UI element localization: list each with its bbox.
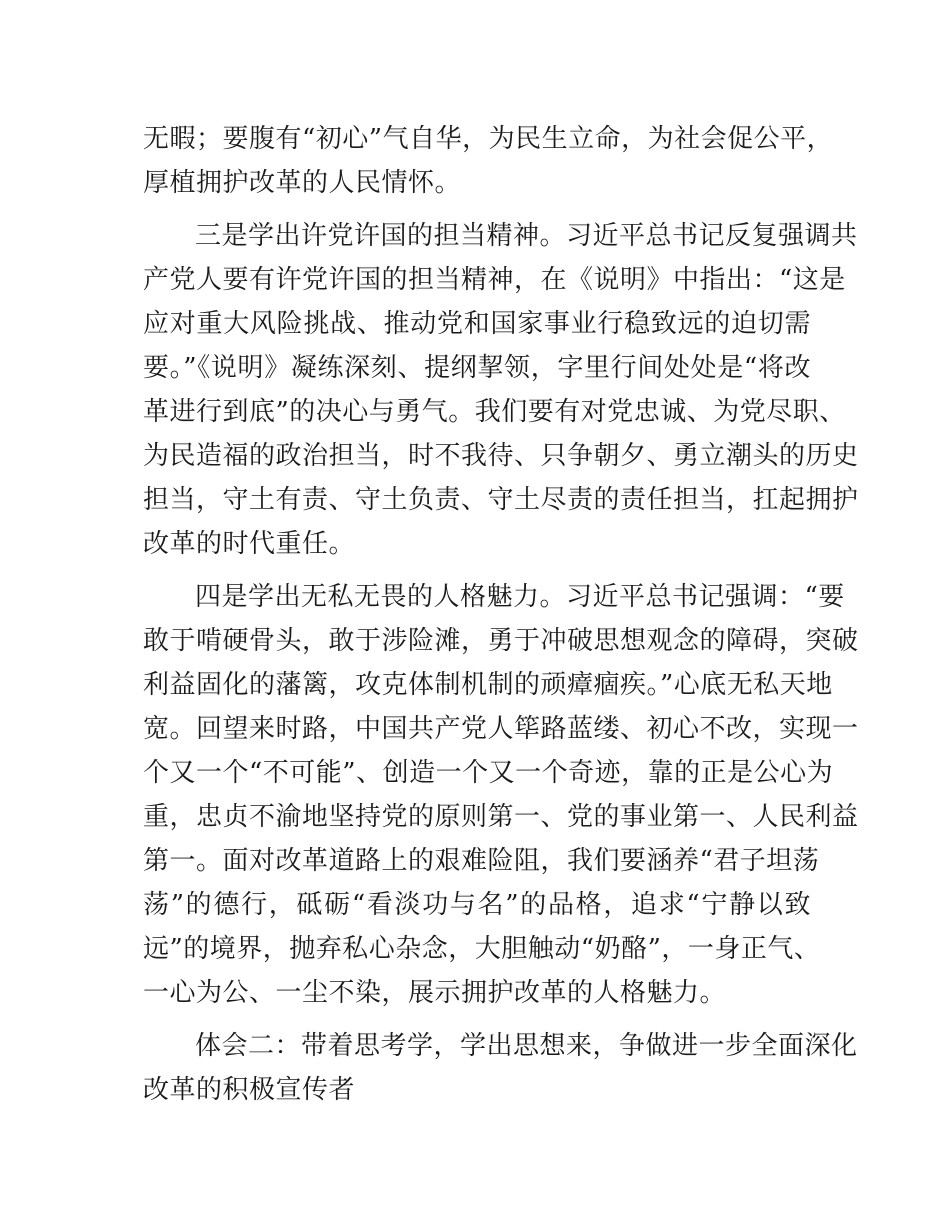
text-line: 为民造福的政治担当，时不我待、只争朝夕、勇立潮头的历史: [143, 441, 859, 471]
text-line: 体会二：带着思考学，学出思想来，争做进一步全面深化: [195, 1031, 858, 1061]
text-line: 荡”的德行，砥砺“看淡功与名”的品格，追求“宁静以致: [143, 890, 811, 920]
paragraph-three: [143, 214, 859, 566]
paragraph-four: [143, 575, 859, 1015]
text-line: 应对重大风险挑战、推动党和国家事业行稳致远的迫切需: [143, 309, 811, 339]
text-line: 个又一个“不可能”、创造一个又一个奇迹，靠的正是公心为: [143, 758, 834, 788]
paragraph-heading-two: [143, 1024, 858, 1112]
text-line: 宽。回望来时路，中国共产党人筚路蓝缕、初心不改，实现一: [143, 714, 859, 744]
text-line: 厚植拥护改革的人民情怀。: [143, 168, 462, 198]
text-line: 利益固化的藩篱，攻克体制机制的顽瘴痼疾。”心底无私天地: [143, 670, 833, 700]
text-line: 第一。面对改革道路上的艰难险阻，我们要涵养“君子坦荡: [143, 846, 820, 876]
text-line: 改革的积极宣传者: [143, 1075, 356, 1105]
text-line: 三是学出许党许国的担当精神。习近平总书记反复强调共: [195, 221, 858, 251]
paragraph-gap: [143, 566, 811, 575]
paragraph-gap: [143, 1015, 811, 1024]
text-line: 改革的时代重任。: [143, 529, 356, 559]
text-line: 重，忠贞不渝地坚持党的原则第一、党的事业第一、人民利益: [143, 802, 859, 832]
text-line: 无暇；要腹有“初心”气自华，为民生立命，为社会促公平，: [143, 124, 834, 154]
text-line: 要。”《说明》凝练深刻、提纲挈领，字里行间处处是“将改: [143, 353, 811, 383]
text-line: 产党人要有许党许国的担当精神，在《说明》中指出：“这是: [143, 265, 846, 295]
text-line: 四是学出无私无畏的人格魅力。习近平总书记强调：“要: [195, 582, 845, 612]
text-line: 一心为公、一尘不染，展示拥护改革的人格魅力。: [143, 978, 727, 1008]
text-line: 革进行到底”的决心与勇气。我们要有对党忠诚、为党尽职、: [143, 397, 846, 427]
text-line: 远”的境界，抛弃私心杂念，大胆触动“奶酪”，一身正气、: [143, 934, 821, 964]
document-body: [143, 117, 859, 1112]
paragraph-continuation: [143, 117, 834, 205]
text-line: 担当，守土有责、守土负责、守土尽责的责任担当，扛起拥护: [143, 485, 859, 515]
text-line: 敢于啃硬骨头，敢于涉险滩，勇于冲破思想观念的障碍，突破: [143, 626, 859, 656]
paragraph-gap: [143, 205, 811, 214]
